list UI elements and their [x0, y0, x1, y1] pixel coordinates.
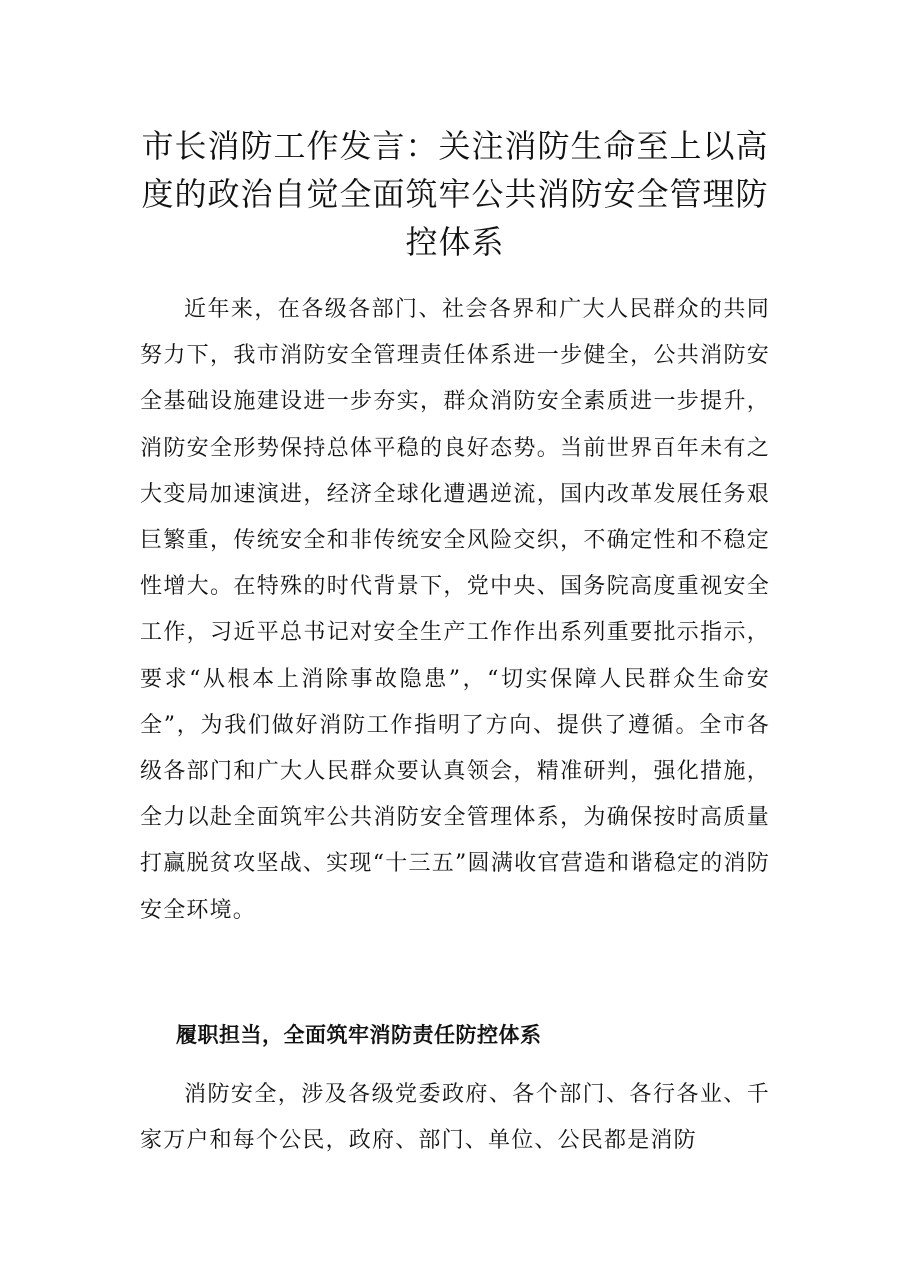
body-paragraph-responsibility: 消防安全，涉及各级党委政府、各个部门、各行各业、千家万户和每个公民，政府、部门、单位、公民都是消防	[140, 1082, 770, 1154]
section-heading: 履职担当，全面筑牢消防责任防控体系	[176, 1023, 542, 1047]
document-title: 市长消防工作发言：关注消防生命至上以高度的政治自觉全面筑牢公共消防安全管理防控体系	[141, 127, 769, 261]
body-paragraph-intro: 近年来，在各级各部门、社会各界和广大人民群众的共同努力下，我市消防安全管理责任体系进一步健全，公共消防安全基础设施建设进一步夯实，群众消防安全素质进一步提升，消防安全形势保持总体平稳的良好态势。当前世界百年未有之大变局加速演进，经济全球化遭遇逆流，国内改革发展任务艰巨繁重，传统安全和非传统安全风险交织，不确定性和不稳定性增大。在特殊的时代背景下，党中央、国务院高度重视安全工作，习近平总书记对安全生产工作作出系列重要批示指示，要求“从根本上消除事故隐患”，“切实保障人民群众生命安全”，为我们做好消防工作指明了方向、提供了遵循。全市各级各部门和广大人民群众要认真领会，精准研判，强化措施，全力以赴全面筑牢公共消防安全管理体系，为确保按时高质量打赢脱贫攻坚战、实现“十三五”圆满收官营造和谐稳定的消防安全环境。	[140, 297, 770, 923]
